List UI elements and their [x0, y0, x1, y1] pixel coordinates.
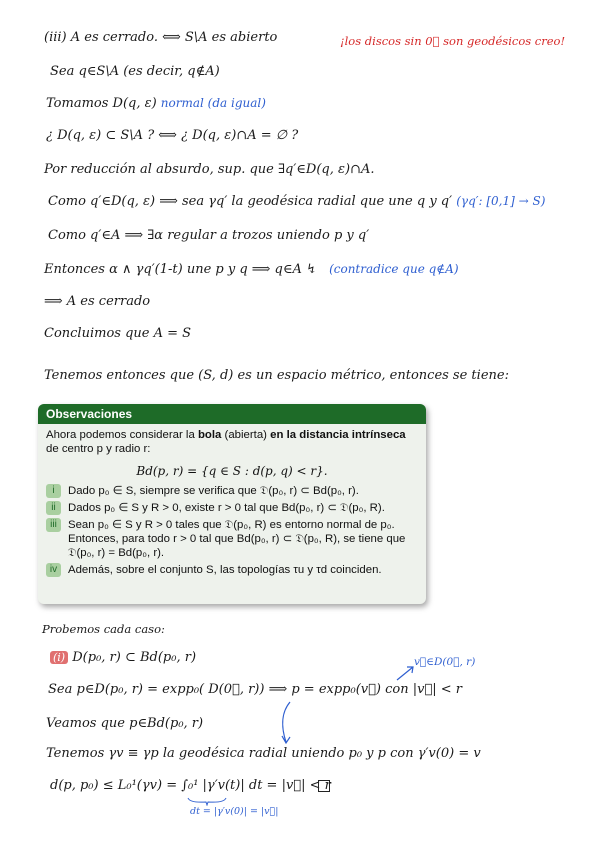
note-line-10: Concluimos que A = S	[44, 326, 192, 341]
note-line-3	[46, 96, 266, 111]
proof-case	[50, 650, 196, 665]
red-annotation: ¡los discos sin 0⃗ son geodésicos creo!	[340, 34, 566, 48]
blue-annotation-top: v⃗∈D(0⃗, r)	[414, 656, 476, 668]
note-line-4: ¿ D(q, ε) ⊂ S\A ? ⟺ ¿ D(q, ε)∩A = ∅ ?	[46, 128, 299, 143]
note-line-3-blue: normal (da igual)	[160, 96, 266, 110]
item-text: Dado p₀ ∈ S, siempre se verifica que 𝔇(p₀, r) ⊂ Bd(p₀, r).	[68, 485, 359, 497]
item-text: Dados p₀ ∈ S y R > 0, existe r > 0 tal que Bd(p₀, r) ⊂ 𝔇(p₀, R).	[68, 502, 385, 514]
note-line-8	[44, 262, 459, 277]
observacion-item	[46, 501, 418, 515]
underbrace-icon	[186, 796, 228, 806]
note-line-6	[48, 194, 545, 209]
note-line-7: Como q′∈A ⟹ ∃α regular a trozos uniendo p y q′	[48, 228, 370, 243]
note-line-6-blue: (γq′: [0,1] → S)	[456, 194, 546, 208]
intro-text-2: (abierta)	[221, 429, 271, 441]
item-text: Además, sobre el conjunto S, las topologías τu y τd coinciden.	[68, 564, 382, 576]
note-line-5: Por reducción al absurdo, sup. que ∃q′∈D(q, ε)∩A.	[44, 162, 375, 177]
proof-line-4: Tenemos γv ≡ γp la geodésica radial uniendo p₀ y p con γ′v(0) = v	[46, 746, 481, 761]
case-text: D(p₀, r) ⊂ Bd(p₀, r)	[72, 650, 197, 665]
observaciones-body	[38, 424, 426, 584]
note-line-8-blue: (contradice que q∉A)	[329, 262, 459, 276]
item-badge: ii	[46, 501, 61, 515]
proof-line-5: d(p, p₀) ≤ L₀¹(γv) = ∫₀¹ |γ′v(t)| dt = |v⃗| < r	[50, 778, 331, 793]
proof-line-1: Probemos cada caso:	[42, 622, 165, 636]
proof-line-3: Veamos que p∈Bd(p₀, r)	[46, 716, 204, 731]
observacion-item	[46, 563, 418, 577]
note-line-1: (iii) A es cerrado. ⟺ S\A es abierto	[44, 30, 278, 45]
proof-line-2: Sea p∈D(p₀, r) = expp₀( D(0⃗, r)) ⟹ p = expp₀(v⃗) con |v⃗| < r	[48, 682, 463, 697]
qed-square-icon	[318, 780, 330, 792]
note-line-2: Sea q∈S\A (es decir, q∉A)	[50, 64, 220, 79]
note-line-8-main: Entonces α ∧ γq′(1-t) une p y q ⟹ q∈A ↯	[44, 262, 317, 277]
intro-bold-2: en la distancia intrínseca	[270, 429, 406, 441]
item-badge: iv	[46, 563, 61, 577]
observaciones-box	[38, 404, 426, 604]
case-badge: (i)	[50, 651, 68, 664]
note-line-3-main: Tomamos D(q, ε)	[46, 96, 157, 111]
item-badge: iii	[46, 518, 61, 532]
note-line-11: Tenemos entonces que (S, d) es un espacio métrico, entonces se tiene:	[44, 368, 509, 383]
observacion-item	[46, 518, 418, 560]
item-badge: i	[46, 484, 61, 498]
intro-text-3: de centro p y radio r:	[46, 443, 151, 455]
ball-formula: Bd(p, r) = {q ∈ S : d(p, q) < r}.	[136, 464, 328, 478]
arrow-icon	[395, 664, 417, 682]
intro-bold-1: bola	[197, 429, 222, 441]
observaciones-intro	[46, 428, 418, 456]
note-line-9: ⟹ A es cerrado	[44, 294, 151, 309]
intro-text-1: Ahora podemos considerar la	[46, 429, 198, 441]
observacion-item	[46, 484, 418, 498]
blue-annotation-bottom: dt = |γ′v(0)| = |v⃗|	[190, 806, 279, 817]
curved-arrow-icon	[278, 700, 298, 746]
observaciones-title: Observaciones	[38, 404, 426, 424]
item-text: Sean p₀ ∈ S y R > 0 tales que 𝔇(p₀, R) es entorno normal de p₀. Entonces, para todo r > 0 tal que Bd(p₀, r) ⊂ 𝔇(p₀, R), se tiene que 𝔇(p₀, r) = Bd(p₀, r).	[68, 519, 406, 559]
note-line-6-main: Como q′∈D(q, ε) ⟹ sea γq′ la geodésica radial que une q y q′	[48, 194, 453, 209]
